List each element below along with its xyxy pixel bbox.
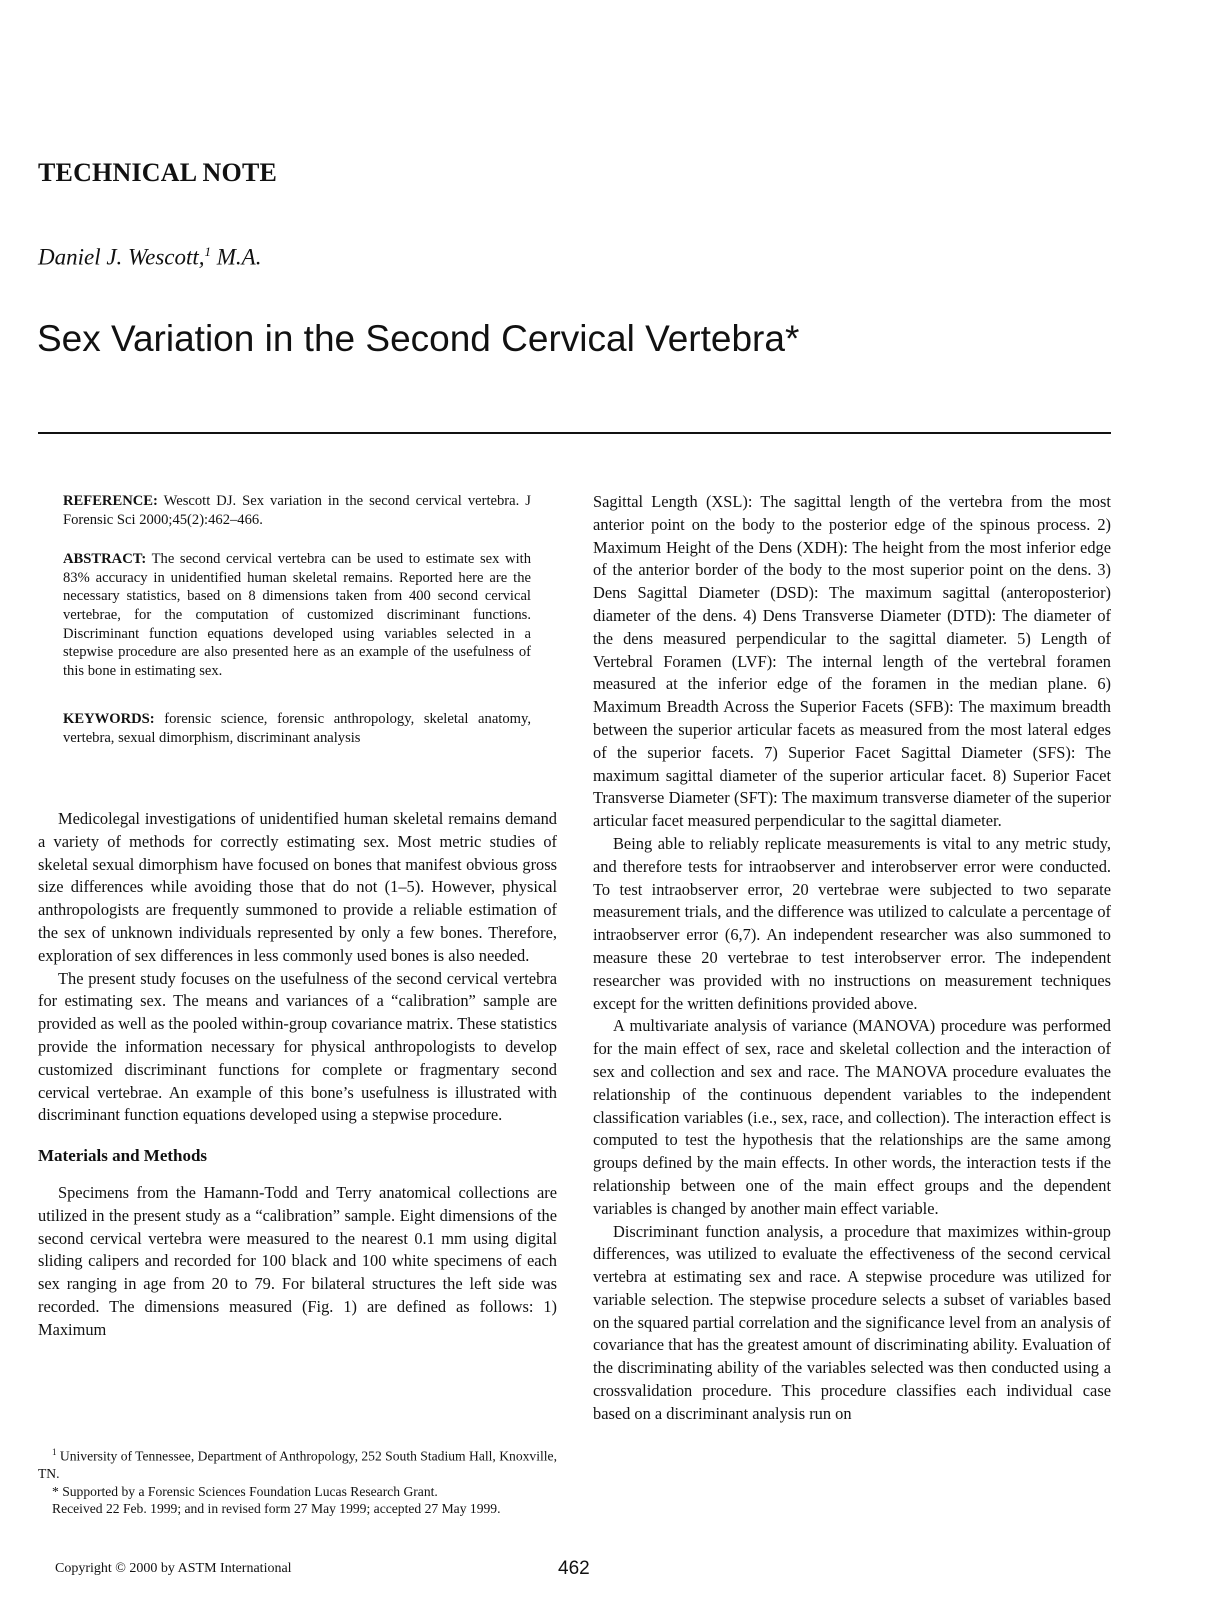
keywords-label: KEYWORDS: (63, 711, 155, 728)
footnote-mark: 1 (52, 1447, 57, 1457)
reference-label: REFERENCE: (63, 493, 158, 509)
title-divider (38, 432, 1111, 434)
right-column-body (593, 491, 1111, 1426)
section-heading-materials-methods: Materials and Methods (38, 1146, 208, 1166)
author-affiliation-mark: 1 (204, 244, 212, 259)
page-number: 462 (558, 1558, 590, 1579)
footnote-affiliation (38, 1444, 557, 1483)
abstract-label: ABSTRACT: (63, 551, 147, 568)
body-paragraph: The present study focuses on the usefulness of the second cervical vertebra for estimating sex. The means and variances of a “calibration” sample are provided as well as the pooled within-group covariance matrix. These statistics provide the information necessary for physical anthropologists to develop customized discriminant functions for complete or fragmentary second cervical vertebrae. An example of this bone’s usefulness is illustrated with discriminant function equations developed using a stepwise procedure. (38, 968, 557, 1125)
section-label: TECHNICAL NOTE (38, 158, 278, 187)
body-paragraph: Medicolegal investigations of unidentified human skeletal remains demand a variety of methods for correctly estimating sex. Most metric studies of skeletal sexual dimorphism have focused on bones that manifest obvious gross size differences while avoiding those that do not (1–5). However, physical anthropologists are frequently summoned to provide a reliable estimation of the sex of unknown individuals represented by only a few bones. Therefore, exploration of sex differences in less commonly used bones is also needed. (38, 809, 557, 965)
keywords-text: forensic science, forensic anthropology, skeletal anatomy, vertebra, sexual dimorphism, discriminant analysis (63, 711, 531, 746)
author-degree: M.A. (211, 244, 262, 270)
left-column-body (38, 808, 557, 1342)
author-line (38, 244, 261, 271)
footnote-received: Received 22 Feb. 1999; and in revised form 27 May 1999; accepted 27 May 1999. (52, 1501, 501, 1517)
footnote-affiliation-text: University of Tennessee, Department of Anthropology, 252 South Stadium Hall, Knoxville, TN. (38, 1448, 557, 1482)
keywords-block (63, 710, 531, 747)
body-paragraph: Specimens from the Hamann-Todd and Terry anatomical collections are utilized in the present study as a “calibration” sample. Eight dimensions of the second cervical vertebra were measured to the nearest 0.1 mm using digital sliding calipers and recorded for 100 black and 100 white specimens of each sex ranging in age from 20 to 79. For bilateral structures the left side was recorded. The dimensions measured (Fig. 1) are defined as follows: 1) Maximum (38, 1182, 557, 1339)
copyright-notice: Copyright © 2000 by ASTM International (55, 1561, 292, 1576)
reference-text: Wescott DJ. Sex variation in the second cervical vertebra. J Forensic Sci 2000;45(2):462–466. (63, 493, 531, 528)
abstract-block (63, 550, 531, 680)
body-paragraph: Being able to reliably replicate measurements is vital to any metric study, and therefore tests for intraobserver and interobserver error were conducted. To test intraobserver error, 20 vertebrae were subjected to two separate measurement trials, and the difference was utilized to calculate a percentage of intraobserver error (6,7). An independent researcher was also summoned to measure these 20 vertebrae to test interobserver error. The independent researcher was provided with no instructions on measurement techniques except for the written definitions provided above. (593, 833, 1111, 1013)
abstract-text: The second cervical vertebra can be used to estimate sex with 83% accuracy in unidentified human skeletal remains. Reported here are the necessary statistics, based on 8 dimensions taken from 400 second cervical vertebrae, for the computation of customized discriminant functions. Discriminant function equations developed using variables selected in a stepwise procedure are also presented here as an example of the usefulness of this bone in estimating sex. (63, 551, 531, 679)
reference-block (63, 492, 531, 529)
footnotes (38, 1444, 557, 1518)
body-paragraph: Discriminant function analysis, a procedure that maximizes within-group differences, was utilized to evaluate the effectiveness of the second cervical vertebra at estimating sex and race. A stepwise procedure was utilized for variable selection. The stepwise procedure selects a subset of variables based on the squared partial correlation and the significance level from an analysis of covariance that has the greatest amount of discriminating ability. Evaluation of the discriminating ability of the variables selected was then conducted using a crossvalidation procedure. This procedure classifies each individual case based on a discriminant analysis run on (593, 1221, 1111, 1423)
body-paragraph: A multivariate analysis of variance (MANOVA) procedure was performed for the main effect of sex, race and skeletal collection and the interaction of sex and collection and sex and race. The MANOVA procedure evaluates the relationship of the continuous dependent variables to the independent classification variables (i.e., sex, race, and collection). The interaction effect is computed to test the hypothesis that the relationships are the same among groups defined by the main effects. In other words, the interaction tests if the relationship between one of the main effect groups and the dependent variables is changed by another main effect variable. (593, 1016, 1111, 1218)
body-paragraph: Sagittal Length (XSL): The sagittal length of the vertebra from the most anterior point on the body to the posterior edge of the spinous process. 2) Maximum Height of the Dens (XDH): The height from the most inferior edge of the anterior border of the body to the most superior point on the dens. 3) Dens Sagittal Diameter (DSD): The maximum sagittal (anteroposterior) diameter of the dens. 4) Dens Transverse Diameter (DTD): The diameter of the dens measured perpendicular to the sagittal diameter. 5) Length of Vertebral Foramen (LVF): The internal length of the vertebral foramen measured at the inferior edge of the foramen in the median plane. 6) Maximum Breadth Across the Superior Facets (SFB): The maximum breadth between the superior articular facets as measured from the most lateral edges of the superior facets. 7) Superior Facet Sagittal Diameter (SFS): The maximum sagittal diameter of the superior articular facet. 8) Superior Facet Transverse Diameter (SFT): The maximum transverse diameter of the superior articular facet measured perpendicular to the sagittal diameter. (593, 492, 1111, 831)
author-name: Daniel J. Wescott, (38, 244, 205, 270)
footnote-support: * Supported by a Forensic Sciences Foundation Lucas Research Grant. (52, 1483, 438, 1499)
front-matter (63, 492, 531, 769)
paper-title: Sex Variation in the Second Cervical Vertebra* (37, 318, 800, 359)
